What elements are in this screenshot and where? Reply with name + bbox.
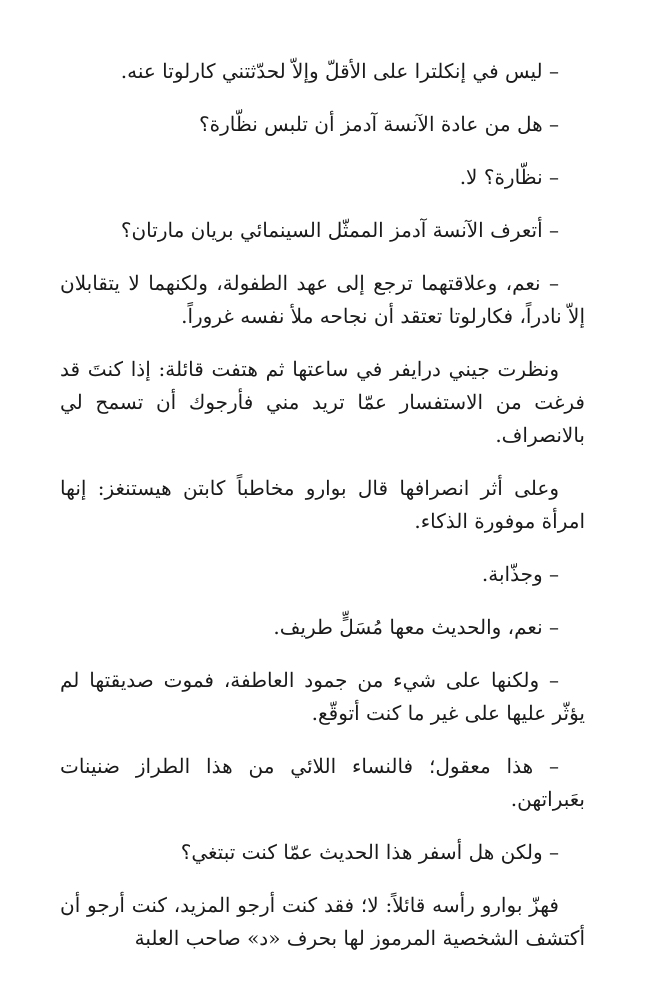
paragraph-4: – أتعرف الآنسة آدمز الممثّل السينمائي بريان مارتان؟: [120, 218, 559, 242]
paragraph-2: – هل من عادة الآنسة آدمز أن تلبس نظّارة؟: [199, 112, 559, 136]
paragraph-11: – هذا معقول؛ فالنساء اللائي من هذا الطراز ضنينات بعَبراتهن.: [60, 754, 585, 811]
paragraph-8: – وجذّابة.: [481, 562, 559, 586]
paragraph-3: – نظّارة؟ لا.: [459, 165, 559, 189]
paragraph-5: – نعم، وعلاقتهما ترجع إلى عهد الطفولة، ولكنهما لا يتقابلان إلاّ نادراً، فكارلوتا تعتقد أن نجاحه ملأ نفسه غروراً.: [60, 271, 585, 328]
paragraph-9: – نعم، والحديث معها مُسَلٍّ طريف.: [273, 615, 559, 639]
paragraph-7: وعلى أثر انصرافها قال بوارو مخاطباً كابتن هيستنغز: إنها امرأة موفورة الذكاء.: [60, 476, 585, 533]
paragraph-1: – ليس في إنكلترا على الأقلّ وإلاّ لحدّثتني كارلوتا عنه.: [120, 59, 559, 83]
paragraph-10: – ولكنها على شيء من جمود العاطفة، فموت صديقتها لم يؤثّر عليها على غير ما كنت أتوقّع.: [60, 668, 585, 725]
paragraph-6: ونظرت جيني درايفر في ساعتها ثم هتفت قائلة: إذا كنتَ قد فرغت من الاستفسار عمّا تريد مني فأرجوك أن تسمح لي بالانصراف.: [60, 357, 585, 447]
paragraph-13: فهزّ بوارو رأسه قائلاً: لا؛ فقد كنت أرجو المزيد، كنت أرجو أن أكتشف الشخصية المرموز لها بحرف «د» صاحب العلبة: [60, 893, 585, 950]
paragraph-12: – ولكن هل أسفر هذا الحديث عمّا كنت تبتغي؟: [180, 840, 559, 864]
